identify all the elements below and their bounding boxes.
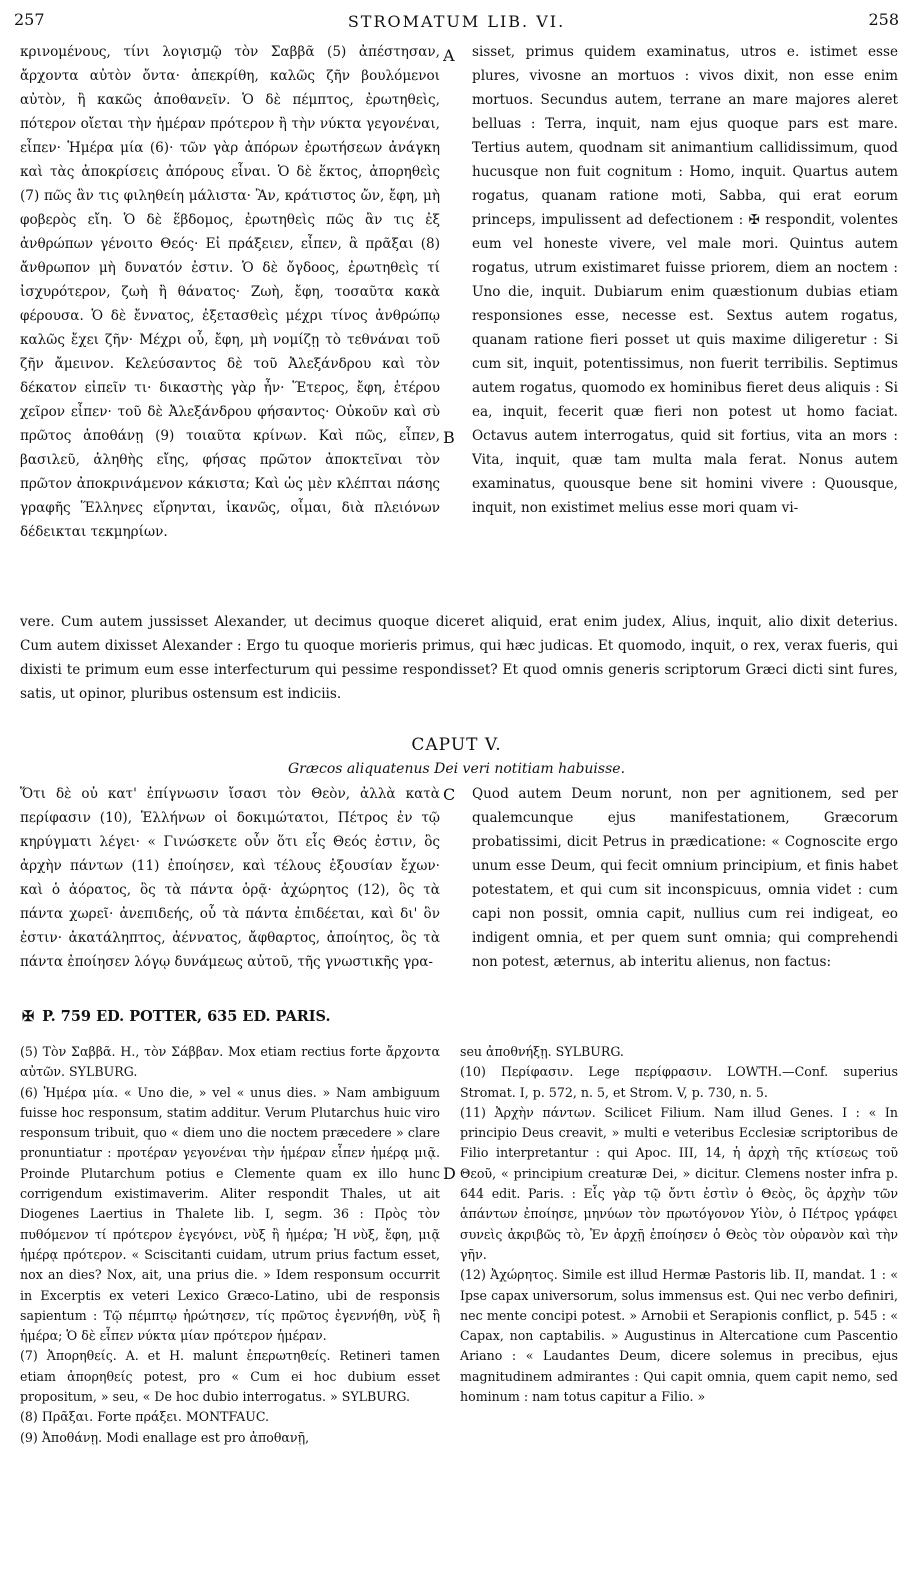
latin-continuation — [20, 610, 898, 706]
page-number-left: 257 — [14, 10, 45, 29]
section-marker-b: B — [443, 428, 455, 447]
chapter-subtitle: Græcos aliquatenus Dei veri notitiam habuisse. — [287, 761, 626, 777]
footnote: (10) Περίφασιν. Lege περίφρασιν. LOWTH.—Conf. superius Stromat. I, p. 572, n. 5, et Strom. V, p. 730, n. 5. — [460, 1064, 898, 1100]
latin-text-column-1 — [472, 40, 898, 605]
footnote: (8) Πρᾶξαι. Forte πράξει. MONTFAUC. — [20, 1409, 270, 1425]
latin-paragraph: sisset, primus quidem examinatus, utros e. istimet esse plures, vivosne an mortuos : vivos dixit, non esse enim mortuos. Secundus autem, terrane an mare majores aleret belluas : Terra, inquit, nam ejus quoque pars est mare. Tertius autem, quodnam sit animantium callidissimum, quod hucusque non fuit cognitum : Homo, inquit. Quartus autem rogatus, quanam ratione moti, Sabba, qui erat eorum princeps, impulissent ad defectionem : ✠ respondit, volentes eum vel honeste vivere, vel male mori. Quintus autem rogatus, utrum existimaret fuisse priorem, diem an noctem : Uno die, inquit. Dubiarum enim quæstionum dubias etiam responsiones esse, necesse est. Sextus autem rogatus, quanam ratione fieri posset ut quis maxime diligeretur : Si cum sit, inquit, potentissimus, non fuerit terribilis. Septimus autem rogatus, quomodo ex hominibus fieret deus aliquis : Si ea, inquit, fecerit quæ fieri non potest ut homo faciat. Octavus autem interrogatus, quid sit fortius, vita an mors : Vita, inquit, quæ tam multa mala ferat. Nonus autem examinatus, quousque bene sit homini vivere : Quousque, inquit, non existimet melius esse mori quam vi- — [472, 44, 898, 516]
running-title: STROMATUM LIB. VI. — [347, 12, 566, 31]
footnote: seu ἀποθνήξῃ. SYLBURG. — [460, 1044, 624, 1059]
footnote: (9) Ἀποθάνῃ. Modi enallage est pro ἀποθανῇ, — [20, 1429, 310, 1445]
greek-text-column-2 — [20, 782, 440, 992]
footnote: (7) Ἀπορηθείς. A. et H. malunt ἐπερωτηθείς. Retineri tamen etiam ἀπορηθείς potest, pro « Cum ei hoc dubium esset propositum, » seu, « De hoc dubio interrogatus. » SYLBURG. — [20, 1348, 440, 1405]
footnote: (6) Ἡμέρα μία. « Uno die, » vel « unus dies. » Nam ambiguum fuisse hoc responsum, statim additur. Verum Plutarchus huic viro responsum tribuit, quo « diem uno die noctem præcedere » clare pronuntiatur : προτέραν γεγονέναι τὴν ἡμέραν εἶπεν ἡμέρᾳ μιᾷ. Proinde Plutarchum potius e Clemente quam ex illo hunc corrigendum existimaverim. Aliter respondit Thales, ut ait Diogenes Laertius in Thalete lib. I, segm. 36 : Πρὸς τὸν πυθόμενον τί πρότερον ἐγεγόνει, νὺξ ἢ ἡμέρα; Ἡ νὺξ, ἔφη, μιᾷ ἡμέρᾳ πρότερον. « Sciscitanti cuidam, utrum prius factum esset, nox an dies? Nox, ait, una prius die. » Idem responsum occurrit in Excerptis ex veteri Lexico Græco-Latino, ubi de responsis sapientum : Τῷ πέμπτῳ ἠρώτησεν, τίς πρῶτος ἐγεννήθη, νὺξ ἢ ἡμέρα; Ὁ δὲ εἶπεν νύκτα μίαν πρότερον ἡμέραν. — [20, 1084, 440, 1344]
greek-paragraph: Ὅτι δὲ οὐ κατ' ἐπίγνωσιν ἴσασι τὸν Θεὸν, ἀλλὰ κατὰ περίφασιν (10), Ἑλλήνων οἱ δοκιμώτατοι, Πέτρος ἐν τῷ κηρύγματι λέγει· « Γινώσκετε οὖν ὅτι εἷς Θεός ἐστιν, ὃς ἀρχὴν πάντων (11) ἐποίησεν, καὶ τέλους ἐξουσίαν ἔχων· καὶ ὁ ἀόρατος, ὃς τὰ πάντα ὁρᾷ· ἀχώρητος (12), ὃς τὰ πάντα χωρεῖ· ἀνεπιδεής, οὗ τὰ πάντα ἐπιδέεται, καὶ δι' ὃν ἐστιν· ἀκατάληπτος, ἀέννατος, ἄφθαρτος, ἀποίητος, ὃς τὰ πάντα ἐποίησεν λόγῳ δυνάμεως αὐτοῦ, τῆς γνωστικῆς γρα- — [20, 786, 440, 970]
footnote: (12) Ἀχώρητος. Simile est illud Hermæ Pastoris lib. II, mandat. 1 : « Ipse capax universorum, solus immensus est. Qui nec verbo definiri, nec mente concipi potest. » Arnobii et Serapionis conflict, p. 545 : « Capax, non captabilis. » Augustinus in Altercatione cum Pascentio Ariano : « Laudantes Deum, dicere solemus in precibus, ejus magnitudinem admirantes : Qui capit omnia, quem capit nemo, sed hominum : nam totus capitur a Filio. » — [460, 1267, 898, 1405]
latin-continuation-text: vere. Cum autem jussisset Alexander, ut decimus quoque diceret aliquid, erat enim judex, Alius, inquit, alio dixit deterius. Cum autem dixisset Alexander : Ergo tu quoque morieris primus, qui hæc judicas. Et quomodo, inquit, o rex, verax fueris, qui dixisti te primum eum esse interfecturum qui pessime respondisset? Et quod omnis generis scriptorum Græci dicti sint fures, satis, ut opinor, pluribus ostensum est indiciis. — [20, 614, 898, 702]
chapter-heading: CAPUT V. — [411, 735, 502, 755]
greek-paragraph: κρινομένους, τίνι λογισμῷ τὸν Σαββᾶ (5) ἀπέστησαν, ἄρχοντα αὐτὸν ὄντα· ἀπεκρίθη, καλῶς ζῆν βουλόμενοι αὐτὸν, ἢ κακῶς ἀποθανεῖν. Ὁ δὲ πέμπτος, ἐρωτηθεὶς, πότερον οἴεται τὴν ἡμέραν πρότερον ἢ τὴν νύκτα γεγονέναι, εἶπεν· Ἡμέρα μία (6)· τῶν γὰρ ἀπόρων ἐρωτήσεων ἀνάγκη καὶ τὰς ἀποκρίσεις ἀπόρους εἶναι. Ὁ δὲ ἕκτος, ἀπορηθεὶς (7) πῶς ἂν τις φιληθείη μάλιστα· Ἂν, κράτιστος ὤν, ἔφη, μὴ φοβερὸς εἴη. Ὁ δὲ ἕβδομος, ἐρωτηθεὶς πῶς ἂν τις ἐξ ἀνθρώπων γένοιτο Θεός· Εἰ πράξειεν, εἶπεν, ἃ πρᾶξαι (8) ἄνθρωπον μὴ δυνατόν ἐστιν. Ὁ δὲ ὄγδοος, ἐρωτηθεὶς τί ἰσχυρότερον, ζωὴ ἢ θάνατος· Ζωὴ, ἔφη, τοσαῦτα κακὰ φέρουσα. Ὁ δὲ ἔννατος, ἐξετασθεὶς μέχρι τίνος ἀνθρώπῳ καλῶς ἔχει ζῆν· Μέχρι οὗ, ἔφη, μὴ νομίζῃ τὸ τεθνάναι τοῦ ζῆν ἄμεινον. Κελεύσαντος δὲ τοῦ Ἀλεξάνδρου καὶ τὸν δέκατον εἰπεῖν τι· δικαστὴς γὰρ ἦν· Ἕτερος, ἔφη, ἑτέρου χεῖρον εἶπεν· τοῦ δὲ Ἀλεξάνδρου φήσαντος· Οὐκοῦν καὶ σὺ πρῶτος ἀποθάνῃ (9) τοιαῦτα κρίνων. Καὶ πῶς, εἶπεν, βασιλεῦ, ἀληθὴς εἴης, φήσας πρῶτον ἀποκτεῖναι τὸν πρῶτον ἀποκρινάμενον κάκιστα; Καὶ ὡς μὲν κλέπται πάσης γραφῆς Ἕλληνες εἴρηνται, ἱκανῶς, οἶμαι, διὰ πλειόνων δέδεικται τεκμηρίων. — [20, 44, 440, 540]
footnote: (5) Τὸν Σαββᾶ. H., τὸν Σάββαν. Mox etiam rectius forte ἄρχοντα αὐτῶν. SYLBURG. — [20, 1044, 440, 1080]
latin-text-column-2 — [472, 782, 898, 992]
footnote: (11) Ἀρχὴν πάντων. Scilicet Filium. Nam illud Genes. I : « In principio Deus creavit, » multi e veteribus Ecclesiæ scriptoribus de Filio interpretantur : qui Apoc. III, 14, ἡ ἀρχὴ τῆς κτίσεως τοῦ Θεοῦ, « principium creaturæ Dei, » dicitur. Clemens noster infra p. 644 edit. Paris. : Εἷς γὰρ τῷ ὄντι ἐστὶν ὁ Θεὸς, ὃς ἀρχὴν τῶν ἁπάντων ἐποίησε, μηνύων τὸν πρωτόγονον Υἱὸν, ὁ Πέτρος γράφει συνεὶς ἀκριβῶς τὸ, Ἐν ἀρχῇ ἐποίησεν ὁ Θεὸς τὸν οὐρανὸν καὶ τὴν γῆν. — [460, 1104, 898, 1262]
section-marker-a: A — [443, 46, 455, 65]
edition-reference — [22, 1008, 331, 1025]
section-marker-c: C — [443, 785, 456, 804]
cross-icon: ✠ — [22, 1008, 35, 1025]
latin-paragraph: Quod autem Deum norunt, non per agnitionem, sed per qualemcunque ejus manifestationem, Græcorum probatissimi, dicit Petrus in prædicatione: « Cognoscite ergo unum esse Deum, qui fecit omnium principium, et finis habet potestatem, et qui cum sit inconspicuus, omnia videt : cum capi non possit, omnia capit, nullius cum rei indigeat, eo indigent omnia, et per quem sunt omnia; qui comprehendi non potest, æternus, ab interitu alienus, non factus: — [472, 786, 898, 970]
footnotes-right-column — [460, 1042, 898, 1407]
footnotes-left-column — [20, 1042, 440, 1448]
section-marker-d: D — [443, 1164, 456, 1183]
edition-reference-text: P. 759 ED. POTTER, 635 ED. PARIS. — [42, 1008, 331, 1025]
page-header — [14, 6, 899, 32]
page-number-right: 258 — [868, 10, 899, 29]
greek-text-column-1 — [20, 40, 440, 605]
